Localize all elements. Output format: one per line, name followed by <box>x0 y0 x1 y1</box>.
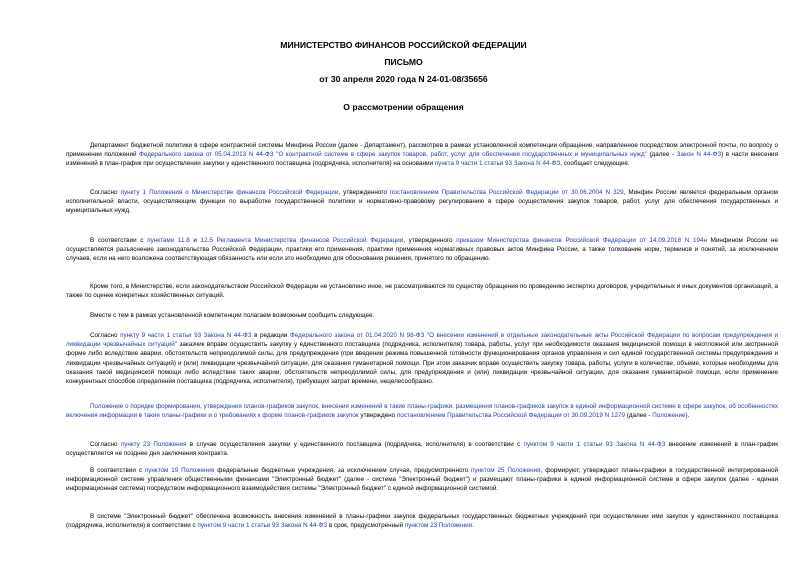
document-link[interactable]: пунктом 9 части 1 статьи 93 Закона N 44-ФЗ <box>197 522 328 530</box>
paragraph-text: в редакции <box>251 332 290 339</box>
document-link[interactable]: Закон N 44-ФЗ <box>676 151 722 159</box>
paragraph-text: , утвержденного <box>338 189 391 196</box>
paragraph-text: Согласно <box>90 332 121 339</box>
paragraph-text: Вместе с тем в рамках установленной компетенции полагаем возможным сообщить следующее. <box>90 312 375 319</box>
paragraph <box>66 141 778 169</box>
paragraph-text: утверждено <box>358 412 397 420</box>
document-link[interactable]: постановлением Правительства Российской Федерации от 30.06.2004 N 329 <box>390 189 624 196</box>
paragraph-text: ). <box>685 412 690 420</box>
paragraph <box>66 402 778 420</box>
paragraph-text: внесение изменений в план-график осуществляется не позднее дня заключения контракта. <box>66 441 778 458</box>
paragraph-text: ) в части внесения изменений в план-график при осуществлении закупки у единственного поставщика (подрядчика, исполнителя) на основании <box>66 151 778 168</box>
paragraph-text: В соответствии с <box>90 237 148 244</box>
paragraph <box>66 466 778 494</box>
document-link[interactable]: пунктом 25 Положения <box>471 467 541 474</box>
paragraph-text: в случае осуществления закупки у единственного поставщика (подрядчика, исполнителя) в соответствии с <box>186 441 524 448</box>
document-link[interactable]: Положение о порядке формирования, утверждения планов-графиков закупок, внесения изменений в такие планы-графики, размещения планов-графиков закупок в единой информационной системе в сфере закупок, об особенностях включения информации в такие планы-графики и о требованиях к форме планов-графиков закупок <box>66 403 778 420</box>
paragraph <box>66 311 778 320</box>
paragraph <box>66 236 778 264</box>
subject-heading: О рассмотрении обращения <box>343 102 464 112</box>
paragraph-text: Согласно <box>90 441 121 448</box>
paragraph-text: Согласно <box>90 189 121 196</box>
document-link[interactable]: Положение <box>652 412 686 420</box>
ministry-heading: МИНИСТЕРСТВО ФИНАНСОВ РОССИЙСКОЙ ФЕДЕРАЦИИ <box>280 40 527 50</box>
date-number-heading: от 30 апреля 2020 года N 24-01-08/35656 <box>319 74 488 84</box>
paragraph-text: федеральные бюджетные учреждения, за исключением случая, предусмотренного <box>214 467 472 474</box>
paragraph-text: Кроме того, в Министерстве, если законодательством Российской Федерации не установлено иное, не рассматриваются по существу обращения по проведению экспертиз договоров, учредительных и иных документов организаций, а также по оценке конкретных хозяйственных ситуаций. <box>66 283 778 300</box>
document-link[interactable]: пунктами 11.8 <box>147 237 190 244</box>
paragraph <box>66 282 778 300</box>
doc-type-heading: ПИСЬМО <box>384 57 423 67</box>
document-link[interactable]: постановлением Правительства Российской Федерации от 30.09.2019 N 1279 <box>396 412 625 420</box>
document-link[interactable]: приказом Министерства финансов Российской Федерации от 14.09.2018 N 194н <box>456 237 707 244</box>
paragraph <box>66 188 778 216</box>
paragraph-text: Минфином России не осуществляется разъяснение законодательства Российской Федерации, практики его применения, практики применения нормативных правовых актов Минфина России, а также толкование норм, терминов и понятий, за исключением случаев, если на него возложена соответствующая обязанность или если это необходимо для обоснования решения, принятого по обращению. <box>66 237 779 263</box>
paragraph-text: (далее - <box>646 151 677 159</box>
document-link[interactable]: пункту 23 Положения <box>120 441 187 448</box>
document-link[interactable]: пункту 1 Положения о Министерстве финансов Российской Федерации <box>120 189 339 196</box>
paragraph-text: В системе "Электронный бюджет" обеспечена возможность внесения изменений в планы-графики закупок федеральных государственных бюджетных учреждений при осуществлении ими закупок у единственного поставщика (подрядчика, исполнителя) в соответствии с <box>66 513 778 530</box>
paragraph <box>66 512 778 530</box>
document-link[interactable]: пункта 9 части 1 статьи 93 Закона N 44-ФЗ <box>434 160 561 168</box>
paragraph-text: , формируют, утверждают планы-графики в государственной интегрированной информационной системе управления общественными финансами "Электронный бюджет" (далее - система "Электронный бюджет") и размещают планы-графики в единой информационной системе в сфере закупок (далее - единая информационная система) посредством информационного взаимодействия системы "Электронный бюджет" с единой информационной системой. <box>66 467 778 493</box>
paragraph-text: в срок, предусмотренный <box>327 522 405 530</box>
paragraph-text: В соответствии с <box>90 467 145 474</box>
paragraph-text: , утвержденного <box>403 237 457 244</box>
paragraph-text: (далее - <box>624 412 653 420</box>
document-link[interactable]: 12.5 Регламента Министерства финансов Российской Федерации <box>200 237 404 244</box>
paragraph-text: заказчик вправе осуществить закупку у единственного поставщика (подрядчика, исполнителя) товара, работы, услуг при необходимости оказания медицинской помощи в неотложной или экстренной форме либо вследствие аварии, обстоятельств непреодолимой силы, для предупреждения (при введении режима повышенной готовности функционирования органов управления и сил единой государственной системы предупреждения и ликвидации чрезвычайных ситуаций) и (или) ликвидации чрезвычайной ситуации, для оказания гуманитарной помощи. При этом заказчик вправе осуществить закупку товара, работы, услуги в количестве, объеме, которые необходимы для оказания такой медицинской помощи либо вследствие таких аварии, обстоятельств непреодолимой силы, для предупреждения и (или) ликвидации чрезвычайной ситуации, для оказания гуманитарной помощи, если применение конкурентных способов определения поставщика (подрядчика, исполнителя), требующих затрат времени, нецелесообразно. <box>66 341 779 386</box>
document-link[interactable]: пункту 9 части 1 статьи 93 Закона N 44-ФЗ <box>120 332 252 339</box>
paragraph-text: Департамент бюджетной политики в сфере контрактной системы Минфина России (далее - Департамент), рассмотрев в рамках установленной компетенции обращение, направленное посредством электронной почты, по вопросу о применении положений <box>66 142 778 159</box>
paragraph <box>66 440 778 458</box>
document-link[interactable]: Федерального закона от 01.04.2020 N 98-ФЗ "О внесении изменений в отдельные законодательные акты Российской Федерации по вопросам предупреждения и ликвидации чрезвычайных ситуаций" <box>66 332 778 349</box>
paragraph-text: , Минфин России является федеральным органом исполнительной власти, осуществляющим функции по выработке государственной политики и нормативно-правовому регулированию в сфере осуществления закупок товаров, работ, услуг для обеспечения государственных и муниципальных нужд. <box>66 189 778 215</box>
document-link[interactable]: Федерального закона от 05.04.2013 N 44-ФЗ "О контрактной системе в сфере закупок товаров, работ, услуг для обеспечения государственных и муниципальных нужд" <box>139 151 647 159</box>
document-link[interactable]: пунктом 9 части 1 статьи 93 Закона N 44-ФЗ <box>523 441 666 448</box>
document-link[interactable]: пунктом 23 Положения <box>404 522 473 530</box>
paragraph <box>66 331 778 386</box>
paragraph-text: . <box>472 522 474 530</box>
paragraph-text: и <box>189 237 201 244</box>
document-link[interactable]: пунктом 19 Положения <box>144 467 215 474</box>
paragraph-text: , сообщает следующее. <box>560 160 630 168</box>
